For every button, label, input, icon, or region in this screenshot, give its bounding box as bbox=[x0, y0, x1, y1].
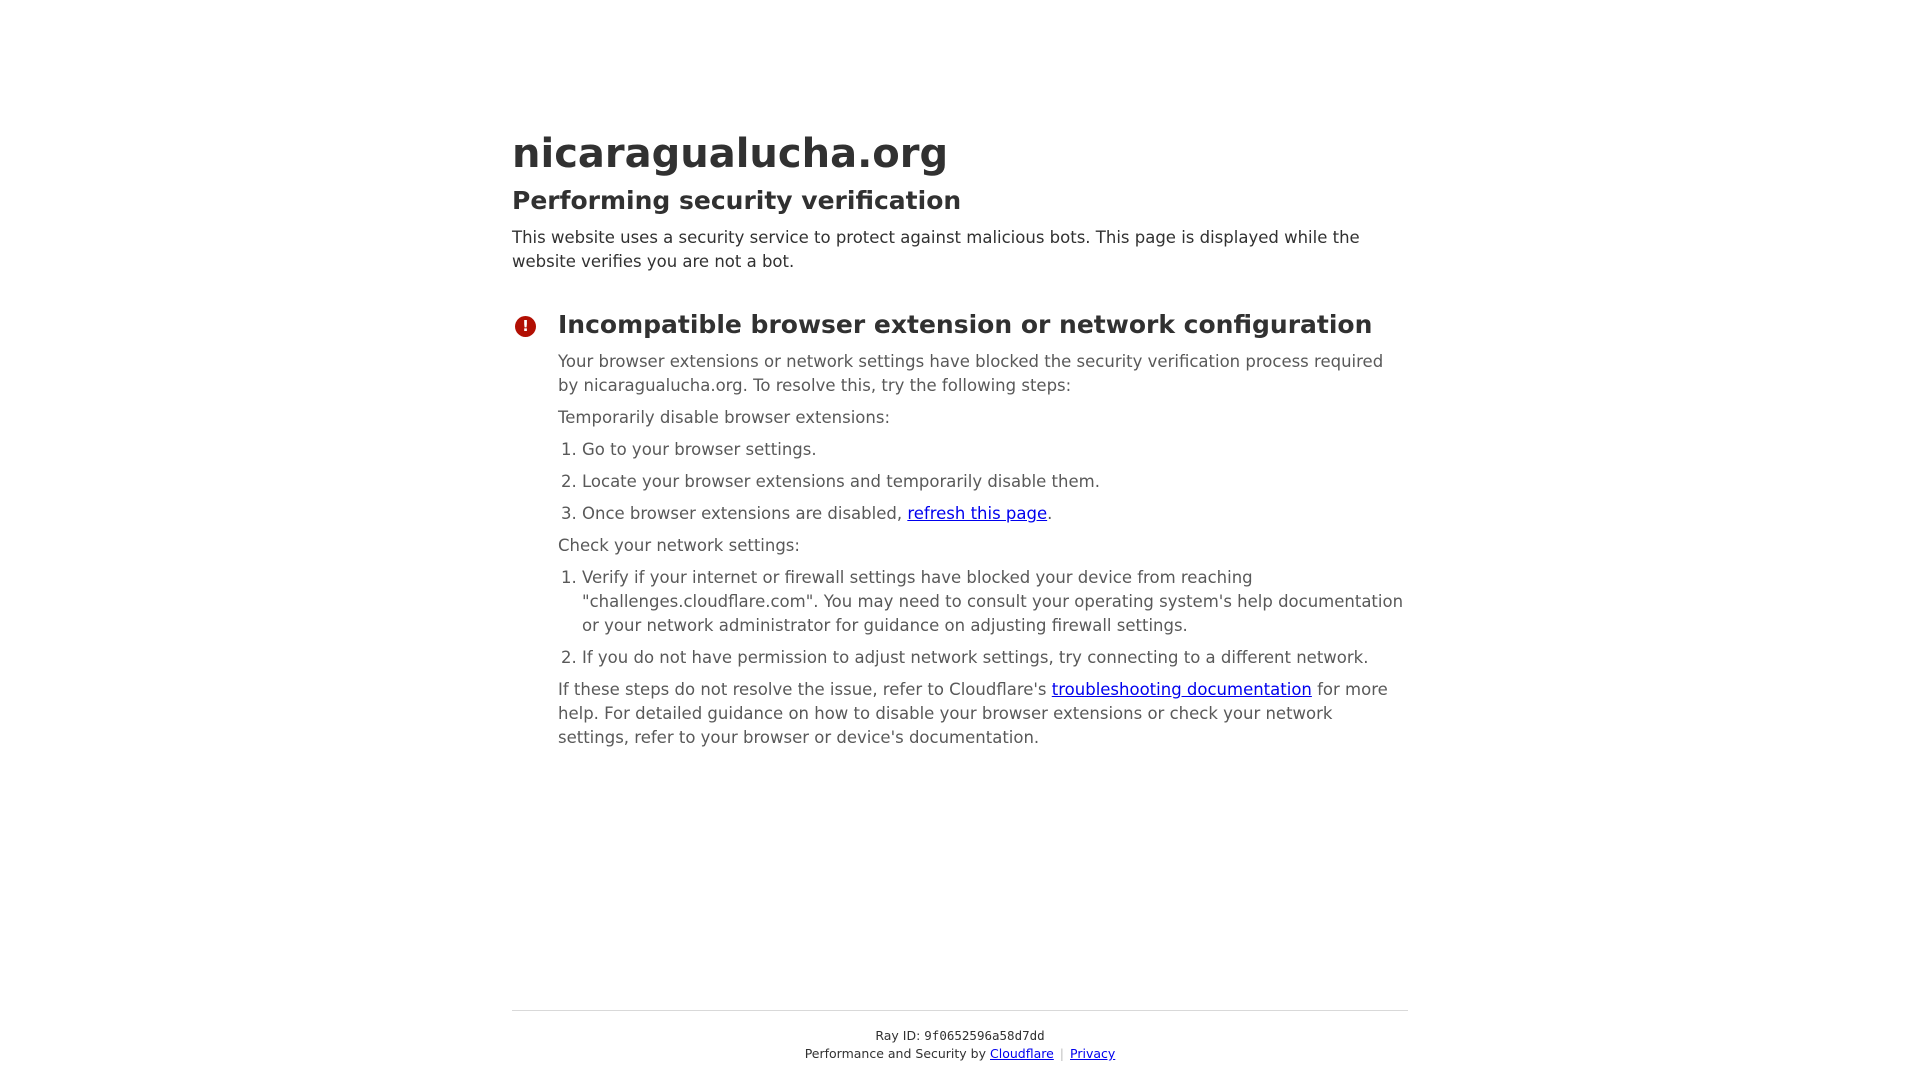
site-domain-title: nicaragualucha.org bbox=[512, 131, 949, 177]
extension-steps-list bbox=[558, 438, 1408, 526]
error-title: Incompatible browser extension or network configuration bbox=[558, 310, 1373, 339]
closing-text: If these steps do not resolve the issue, refer to Cloudflare's troubleshooting documentation for more help. For detailed guidance on how to disable your browser extensions or check your network settings, refer to your browser or device's documentation. bbox=[558, 680, 1388, 747]
privacy-link[interactable]: Privacy bbox=[1070, 1046, 1116, 1061]
cloudflare-link[interactable]: Cloudflare bbox=[990, 1046, 1054, 1061]
intro-text: This website uses a security service to protect against malicious bots. This page is displayed while the website verifies you are not a bot. bbox=[512, 228, 1360, 271]
network-steps-list bbox=[558, 566, 1408, 670]
list-item: 1. Verify if your internet or firewall settings have blocked your device from reaching "challenges.cloudflare.com". You may need to consult your operating system's help documentation or your network administrator for guidance on adjusting firewall settings. bbox=[582, 566, 1408, 638]
performance-line: Performance and Security by Cloudflare | Privacy bbox=[804, 1046, 1116, 1061]
extensions-heading: Temporarily disable browser extensions: bbox=[558, 408, 890, 427]
list-item: 2. If you do not have permission to adjust network settings, try connecting to a different network. bbox=[582, 646, 1408, 670]
ray-id: Ray ID: 9f0652596a58d7dd bbox=[875, 1028, 1045, 1043]
footer bbox=[512, 1010, 1408, 1063]
list-item: 3. Once browser extensions are disabled, refresh this page. bbox=[582, 502, 1408, 526]
refresh-page-link[interactable]: refresh this page bbox=[907, 504, 1048, 523]
page-heading: Performing security verification bbox=[512, 186, 962, 215]
ray-id-value: 9f0652596a58d7dd bbox=[924, 1028, 1045, 1043]
list-item: 2. Locate your browser extensions and temporarily disable them. bbox=[582, 470, 1408, 494]
error-section bbox=[512, 308, 1408, 750]
troubleshooting-docs-link[interactable]: troubleshooting documentation bbox=[1051, 680, 1312, 699]
exclamation-circle-icon: ! bbox=[515, 316, 536, 337]
error-description: Your browser extensions or network settings have blocked the security verification process required by nicaragualucha.org. To resolve this, try the following steps: bbox=[558, 352, 1384, 395]
main-content bbox=[512, 128, 1408, 750]
separator: | bbox=[1059, 1046, 1065, 1061]
list-item: 1. Go to your browser settings. bbox=[582, 438, 1408, 462]
network-heading: Check your network settings: bbox=[558, 536, 800, 555]
